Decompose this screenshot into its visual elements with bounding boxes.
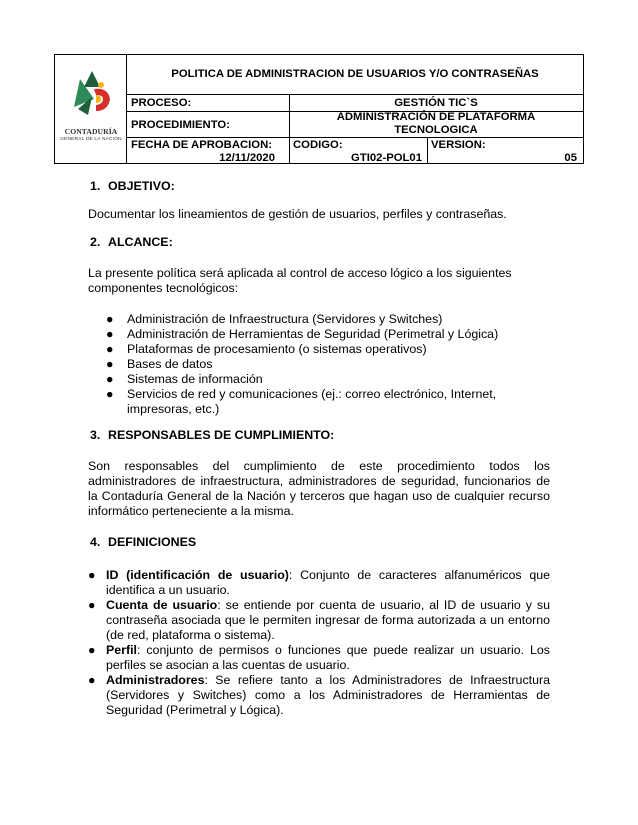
header-divider xyxy=(127,137,583,138)
section-number: 2. xyxy=(90,235,101,249)
fecha-label: FECHA DE APROBACION: xyxy=(131,139,273,151)
contaduria-logo-icon xyxy=(70,69,114,117)
bullet-icon: ● xyxy=(106,327,114,341)
bullet-icon: ● xyxy=(106,372,114,386)
section-heading-objetivo xyxy=(90,179,175,193)
list-item: ● Servicios de red y comunicaciones (ej.: correo electrónico, Internet, xyxy=(106,387,497,401)
section-title: RESPONSABLES DE CUMPLIMIENTO: xyxy=(108,428,335,442)
section-title: OBJETIVO: xyxy=(108,179,175,193)
definition-item xyxy=(88,568,550,598)
list-item: ● Bases de datos xyxy=(106,357,213,371)
codigo-label: CODIGO: xyxy=(293,139,343,151)
list-item-continuation: impresoras, etc.) xyxy=(127,402,220,416)
alcance-intro-line2: componentes tecnológicos: xyxy=(88,281,239,295)
document-title: POLITICA DE ADMINISTRACION DE USUARIOS Y/O CONTRASEÑAS xyxy=(171,68,539,80)
definition-term: Administradores xyxy=(106,673,205,687)
alcance-intro-line1: La presente política será aplicada al control de acceso lógico a los siguientes xyxy=(88,266,512,280)
bullet-icon: ● xyxy=(106,312,114,326)
bullet-icon: ● xyxy=(106,387,114,401)
bullet-icon: ● xyxy=(88,643,96,657)
list-item: ● Plataformas de procesamiento (o sistemas operativos) xyxy=(106,342,427,356)
version-value: 05 xyxy=(564,152,577,164)
bullet-icon: ● xyxy=(106,357,114,371)
responsables-paragraph: Son responsables del cumplimiento de este procedimiento todos los administradores de infraestructura, administradores de seguridad, funcionarios de la Contaduría General de la Nación y terceros que hagan uso de cualquier recurso informático perteneciente a la misma. xyxy=(88,459,550,518)
document-header-table xyxy=(54,54,584,164)
section-heading-responsables xyxy=(90,428,334,442)
definition-term: Cuenta de usuario xyxy=(106,598,218,612)
logo-subtitle: GENERAL DE LA NACIÓN xyxy=(60,137,122,142)
procedimiento-value-line2: TECNOLOGICA xyxy=(394,124,478,136)
section-number: 1. xyxy=(90,179,101,193)
section-heading-definiciones xyxy=(90,535,196,549)
header-divider xyxy=(127,94,583,95)
bullet-icon: ● xyxy=(106,342,114,356)
bullet-icon: ● xyxy=(88,568,96,582)
codigo-value: GTI02-POL01 xyxy=(351,152,422,164)
section-number: 3. xyxy=(90,428,101,442)
version-label: VERSION: xyxy=(431,139,486,151)
definition-term: ID (identificación de usuario) xyxy=(106,568,289,582)
list-item: ● Administración de Herramientas de Seguridad (Perimetral y Lógica) xyxy=(106,327,499,341)
proceso-value: GESTIÓN TIC`S xyxy=(394,97,478,109)
section-heading-alcance xyxy=(90,235,173,249)
procedimiento-value-line1: ADMINISTRACIÓN DE PLATAFORMA xyxy=(336,111,536,123)
bullet-icon: ● xyxy=(88,598,96,612)
proceso-label: PROCESO: xyxy=(131,97,192,109)
definition-item xyxy=(88,598,550,643)
alcance-list xyxy=(105,312,498,417)
logo-name: CONTADURÍA xyxy=(64,127,118,136)
definition-text: : se entiende por cuenta de usuario, al ID de usuario y su contraseña asociada que le permiten ingresar de forma autorizada a un entorno (de red, plataforma o sistema). xyxy=(106,598,551,642)
definition-text: : Conjunto de caracteres alfanuméricos que identifica a un usuario. xyxy=(106,568,551,597)
definition-text: : conjunto de permisos o funciones que puede realizar un usuario. Los perfiles se asocian a las cuentas de usuario. xyxy=(106,643,550,672)
logo-cell xyxy=(55,55,127,163)
procedimiento-label: PROCEDIMIENTO: xyxy=(131,119,230,131)
definition-item xyxy=(88,673,550,718)
objetivo-paragraph: Documentar los lineamientos de gestión de usuarios, perfiles y contraseñas. xyxy=(88,207,507,221)
definition-term: Perfil xyxy=(106,643,137,657)
section-title: DEFINICIONES xyxy=(108,535,197,549)
section-title: ALCANCE: xyxy=(108,235,173,249)
definition-item xyxy=(88,643,550,673)
header-divider xyxy=(427,138,428,163)
bullet-icon: ● xyxy=(88,673,96,687)
definiciones-list xyxy=(88,568,550,718)
fecha-value: 12/11/2020 xyxy=(219,152,275,164)
list-item: ● Sistemas de información xyxy=(106,372,263,386)
list-item: ● Administración de Infraestructura (Servidores y Switches) xyxy=(106,312,443,326)
section-number: 4. xyxy=(90,535,101,549)
definition-text: : Se refiere tanto a los Administradores de Infraestructura (Servidores y Switches) como a los Administradores de Herramientas de Seguridad (Perimetral y Lógica). xyxy=(106,673,550,717)
